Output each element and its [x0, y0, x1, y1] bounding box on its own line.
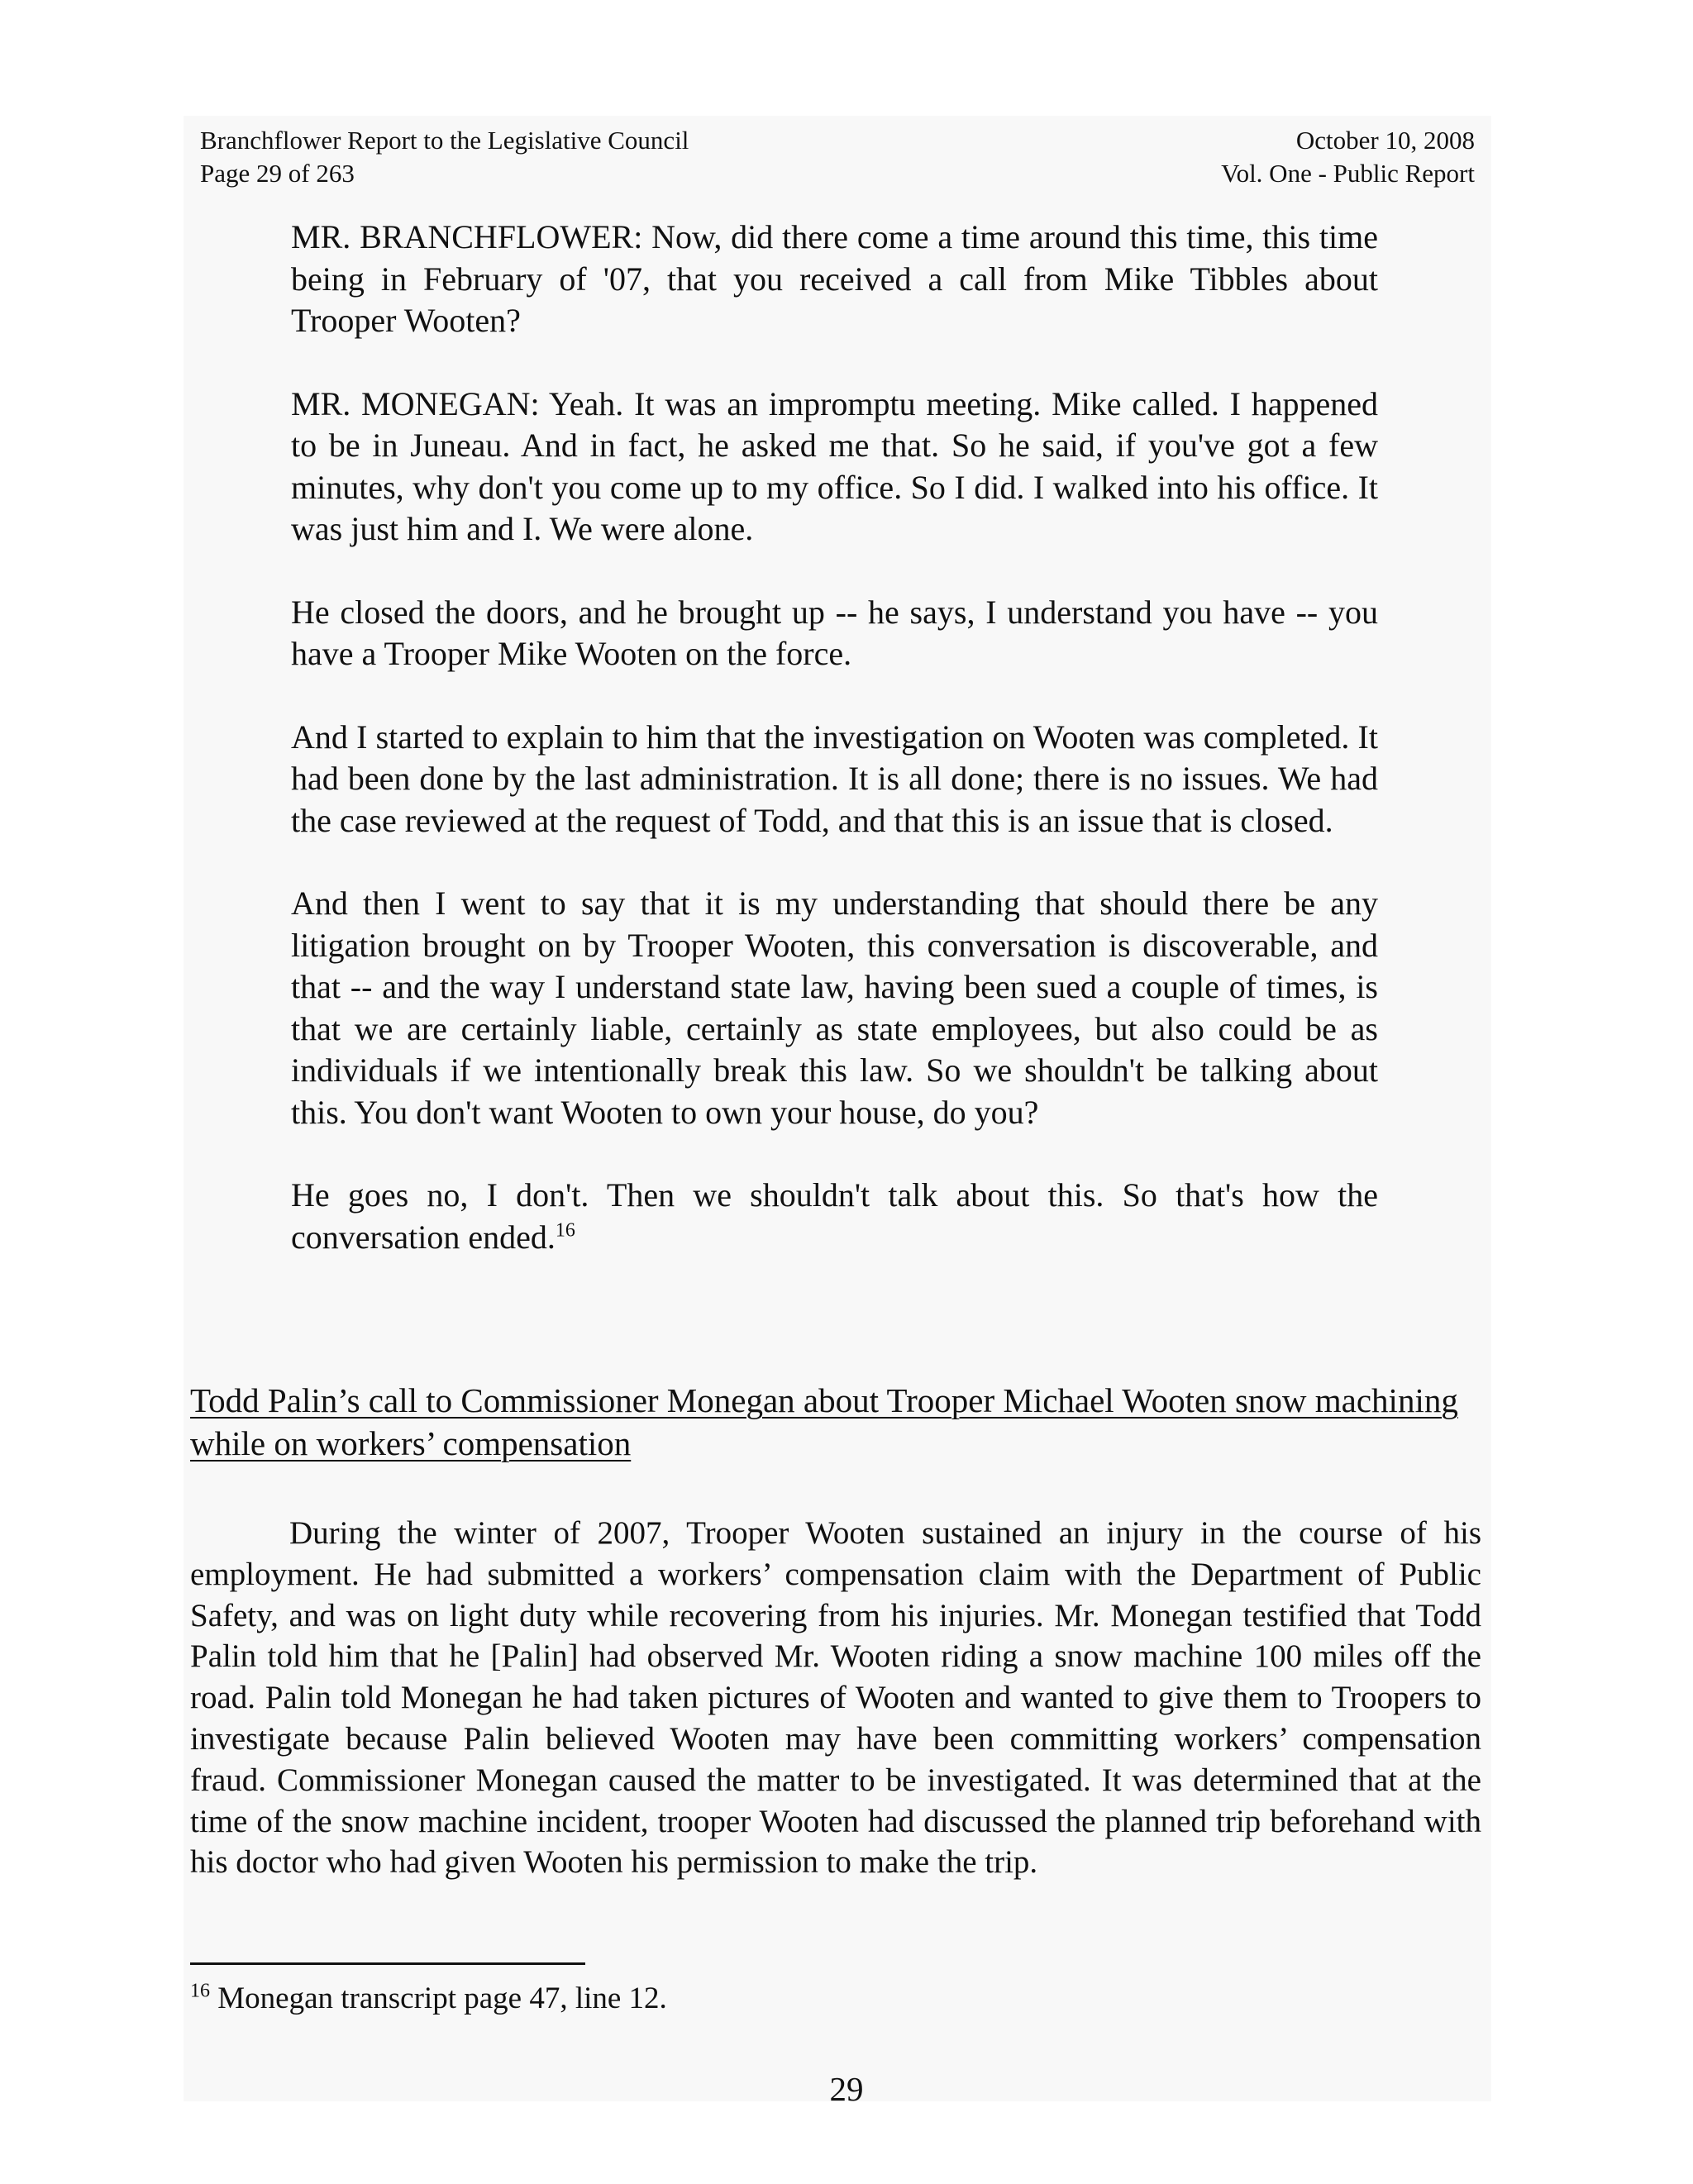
quote-paragraph: And then I went to say that it is my understanding that should there be any litigation brought on by Trooper Wooten, this conversation is discoverable, and that -- and the way I understand state law, having been sued a couple of times, is that we are certainly liable, certainly as state employees, but also could be as individuals if we intentionally break this law. So we shouldn't be talking about this. You don't want Wooten to own your house, do you? — [291, 885, 1378, 1131]
footnote-reference: 16 — [555, 1219, 575, 1242]
quote-paragraph-last — [291, 1175, 1378, 1258]
footnote — [190, 1979, 667, 2019]
quote-text: He goes no, I don't. Then we shouldn't talk about this. So that's how the conversation ended. — [291, 1176, 1378, 1256]
quote-paragraph: And I started to explain to him that the investigation on Wooten was completed. It had been done by the last administration. It is all done; there is no issues. We had the case reviewed at the request of Todd, and that this is an issue that is closed. — [291, 718, 1378, 839]
running-header-left — [200, 124, 689, 190]
running-header-right — [1221, 124, 1475, 190]
quote-paragraph: MR. BRANCHFLOWER: Now, did there come a time around this time, this time being in February of '07, that you received a call from Mike Tibbles about Trooper Wooten? — [291, 218, 1378, 339]
report-title: Branchflower Report to the Legislative Council — [200, 126, 689, 155]
footnote-divider — [190, 1962, 585, 1965]
page-count: Page 29 of 263 — [200, 159, 355, 188]
report-date: October 10, 2008 — [1295, 126, 1475, 155]
footnote-number: 16 — [190, 1980, 210, 2002]
section-heading: Todd Palin’s call to Commissioner Monegan about Trooper Michael Wooten snow machining while on workers’ compensation — [190, 1381, 1458, 1462]
body-paragraph: During the winter of 2007, Trooper Wooten sustained an injury in the course of his employment. He had submitted a workers’ compensation claim with the Department of Public Safety, and was on light duty while recovering from his injuries. Mr. Monegan testified that Todd Palin told him that he [Palin] had observed Mr. Wooten riding a snow machine 100 miles off the road. Palin told Monegan he had taken pictures of Wooten and wanted to give them to Troopers to investigate because Palin believed Wooten may have been committing workers’ compensation fraud. Commissioner Monegan caused the matter to be investigated. It was determined that at the time of the snow machine incident, trooper Wooten had discussed the planned trip beforehand with his doctor who had given Wooten his permission to make the trip. — [190, 1515, 1481, 1881]
volume-label: Vol. One - Public Report — [1221, 159, 1475, 188]
page-number: 29 — [829, 2070, 864, 2108]
quote-paragraph: MR. MONEGAN: Yeah. It was an impromptu meeting. Mike called. I happened to be in Juneau. And in fact, he asked me that. So he said, if you've got a few minutes, why don't you come up to my office. So I did. I walked into his office. It was just him and I. We were alone. — [291, 384, 1378, 547]
quote-paragraph: He closed the doors, and he brought up -- he says, I understand you have -- you have a Trooper Mike Wooten on the force. — [291, 593, 1378, 672]
transcript-quote-block — [291, 217, 1378, 1299]
footnote-text: Monegan transcript page 47, line 12. — [210, 1981, 667, 2015]
